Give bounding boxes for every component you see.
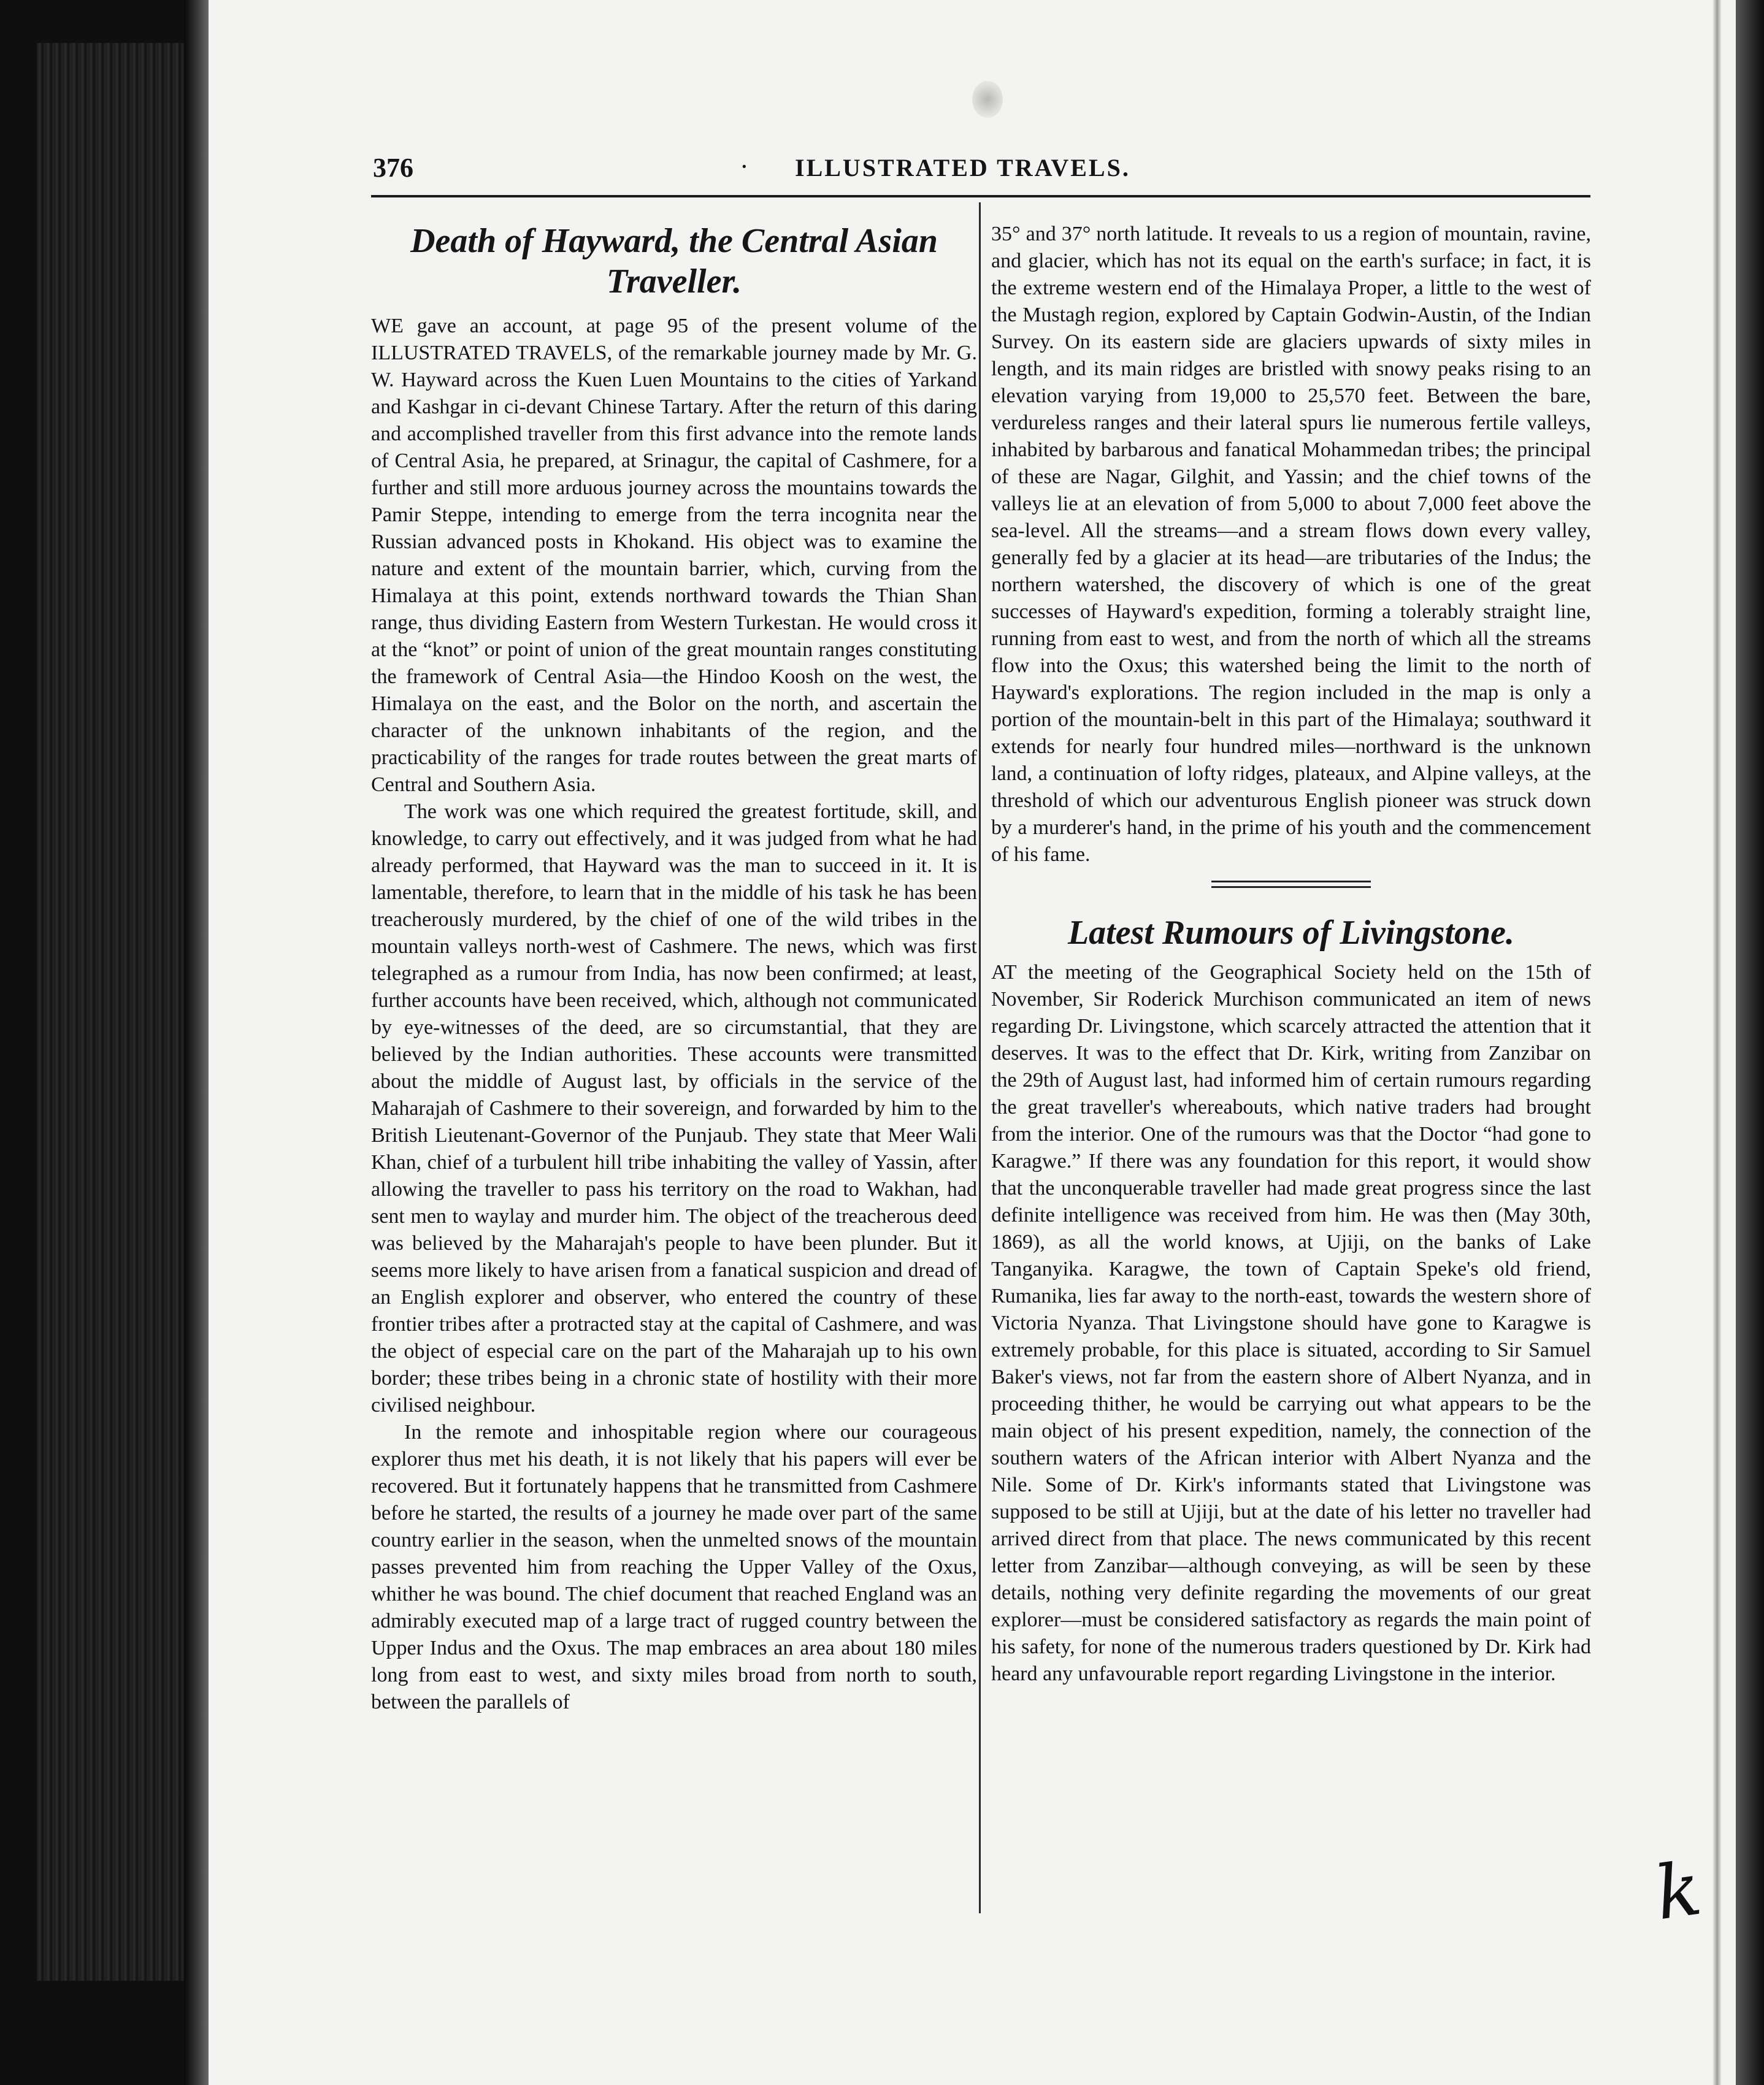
left-column	[371, 221, 977, 1913]
page-fold	[1712, 0, 1721, 2085]
scan-right-edge	[1736, 0, 1764, 2085]
book-binding	[37, 43, 196, 1981]
page-number: 376	[373, 153, 413, 183]
ink-smudge	[972, 81, 1003, 118]
column-rule	[979, 202, 981, 1913]
section-divider	[1211, 881, 1371, 888]
header-rule	[371, 195, 1590, 201]
paragraph: AT the meeting of the Geographical Society held on the 15th of November, Sir Roderick Murchison communicated an item of news regarding Dr. Livingstone, which scarcely attracted the attention that it deserves. It was to the effect that Dr. Kirk, writing from Zanzibar on the 29th of August last, had informed him of certain rumours regarding the great traveller's whereabouts, which native traders had brought from the interior. One of the rumours was that the Doctor “had gone to Karagwe.” If there was any foundation for this report, it would show that the unconquerable traveller had made great progress since the last definite intelligence was received from him. He was then (May 30th, 1869), as all the world knows, at Ujiji, on the banks of Lake Tanganyika. Karagwe, the town of Captain Speke's old friend, Rumanika, lies far away to the north-east, towards the western shore of Victoria Nyanza. That Livingstone should have gone to Karagwe is extremely probable, for this place is situated, according to Sir Samuel Baker's views, not far from the eastern shore of Albert Nyanza, and in proceeding thither, he would be carrying out what appears to be the main object of his present expedition, namely, the connection of the southern waters of the African interior with Albert Nyanza and the Nile. Some of Dr. Kirk's informants stated that Livingstone was supposed to be still at Ujiji, but at the date of his letter no traveller had arrived direct from that place. The news communicated by this recent letter from Zanzibar—although conveying, as will be seen by these details, nothing very definite regarding the movements of our great explorer—must be considered satisfactory as regards the main point of his safety, for none of the numerous traders questioned by Dr. Kirk had heard any unfavourable report regarding Livingstone in the interior.	[991, 961, 1591, 1685]
running-head	[0, 147, 1764, 196]
paragraph-continuation: 35° and 37° north latitude. It reveals to us a region of mountain, ravine, and glacier, which has not its equal on the earth's surface; in fact, it is the extreme western end of the Himalaya Proper, a little to the west of the Mustagh region, explored by Captain Godwin-Austin, of the Indian Survey. On its eastern side are glaciers upwards of sixty miles in length, and its main ridges are bristled with snowy peaks rising to an elevation varying from 19,000 to 25,570 feet. Between the bare, verdureless ranges and their lateral spurs lie numerous fertile valleys, inhabited by barbarous and fanatical Mohammedan tribes; the principal of these are Nagar, Gilghit, and Yassin; and the chief towns of the valleys lie at an elevation of from 5,000 to about 7,000 feet above the sea-level. All the streams—and a stream flows down every valley, generally fed by a glacier at its head—are tributaries of the Indus; the northern watershed, the discovery of which is one of the great successes of Hayward's expedition, forming a tolerably straight line, running from east to west, and from the north of which all the streams flow into the Oxus; this watershed being the limit to the north of Hayward's explorations. The region included in the map is only a portion of the mountain-belt in this part of the Himalaya; southward it extends for nearly four hundred miles—northward is the unknown land, a continuation of lofty ridges, plateaux, and Alpine valleys, at the threshold of which our adventurous English pioneer was struck down by a murderer's hand, in the prime of his youth and the commencement of his fame.	[991, 223, 1591, 866]
right-column	[991, 221, 1591, 1913]
journal-title: ILLUSTRATED TRAVELS.	[795, 154, 1130, 182]
header-separator: ·	[740, 151, 749, 182]
binding-shadow	[184, 0, 209, 2085]
article-title-hayward: Death of Hayward, the Central Asian Traveller.	[410, 222, 938, 300]
handwritten-margin-mark: k	[1650, 1846, 1707, 1937]
article-title-livingstone: Latest Rumours of Livingstone.	[1067, 914, 1515, 952]
paragraph: The work was one which required the greatest fortitude, skill, and knowledge, to carry out effectively, and it was judged from what he had already performed, that Hayward was the man to succeed in it. It is lamentable, therefore, to learn that in the middle of his task he has been treacherously murdered, by the chief of one of the wild tribes in the mountain valleys north-west of Cashmere. The news, which was first telegraphed as a rumour from India, has now been confirmed; at least, further accounts have been received, which, although not communicated by eye-witnesses of the deed, are so circumstantial, that they are believed by the Indian authorities. These accounts were transmitted about the middle of August last, by officials in the service of the Maharajah of Cashmere to their sovereign, and forwarded by him to the British Lieutenant-Governor of the Punjaub. They state that Meer Wali Khan, chief of a turbulent hill tribe inhabiting the valley of Yassin, after allowing the traveller to pass his territory on the road to Wakhan, had sent men to waylay and murder him. The object of the treacherous deed was believed by the Maharajah's people to have been plunder. But it seems more likely to have arisen from a fanatical suspicion and dread of an English explorer and observer, who entered the country of these frontier tribes after a protracted stay at the capital of Cashmere, and was the object of especial care on the part of the Maharajah up to his own border; these tribes being in a chronic state of hostility with their more civilised neighbour.	[371, 800, 977, 1417]
paragraph: WE gave an account, at page 95 of the present volume of the ILLUSTRATED TRAVELS, of the remarkable journey made by Mr. G. W. Hayward across the Kuen Luen Mountains to the cities of Yarkand and Kashgar in ci-devant Chinese Tartary. After the return of this daring and accomplished traveller from this first advance into the remote lands of Central Asia, he prepared, at Srinagur, the capital of Cashmere, for a further and still more arduous journey across the mountains towards the Pamir Steppe, intending to emerge from the terra incognita near the Russian advanced posts in Khokand. His object was to examine the nature and extent of the mountain barrier, which, curving from the Himalaya at this point, extends northward towards the Thian Shan range, thus dividing Eastern from Western Turkestan. He would cross it at the “knot” or point of union of the great mountain ranges constituting the framework of Central Asia—the Hindoo Koosh on the west, the Himalaya on the east, and the Bolor on the north, and ascertain the character of the unknown inhabitants of the region, and the practicability of the ranges for trade routes between the great marts of Central and Southern Asia.	[371, 315, 977, 796]
paragraph: In the remote and inhospitable region where our courageous explorer thus met his death, it is not likely that his papers will ever be recovered. But it fortunately happens that he transmitted from Cashmere before he started, the results of a journey he made over part of the same country earlier in the season, when the unmelted snows of the mountain passes prevented him from reaching the Upper Valley of the Oxus, whither he was bound. The chief document that reached England was an admirably executed map of a large tract of rugged country between the Upper Indus and the Oxus. The map embraces an area about 180 miles long from east to west, and sixty miles broad from north to south, between the parallels of	[371, 1421, 977, 1713]
